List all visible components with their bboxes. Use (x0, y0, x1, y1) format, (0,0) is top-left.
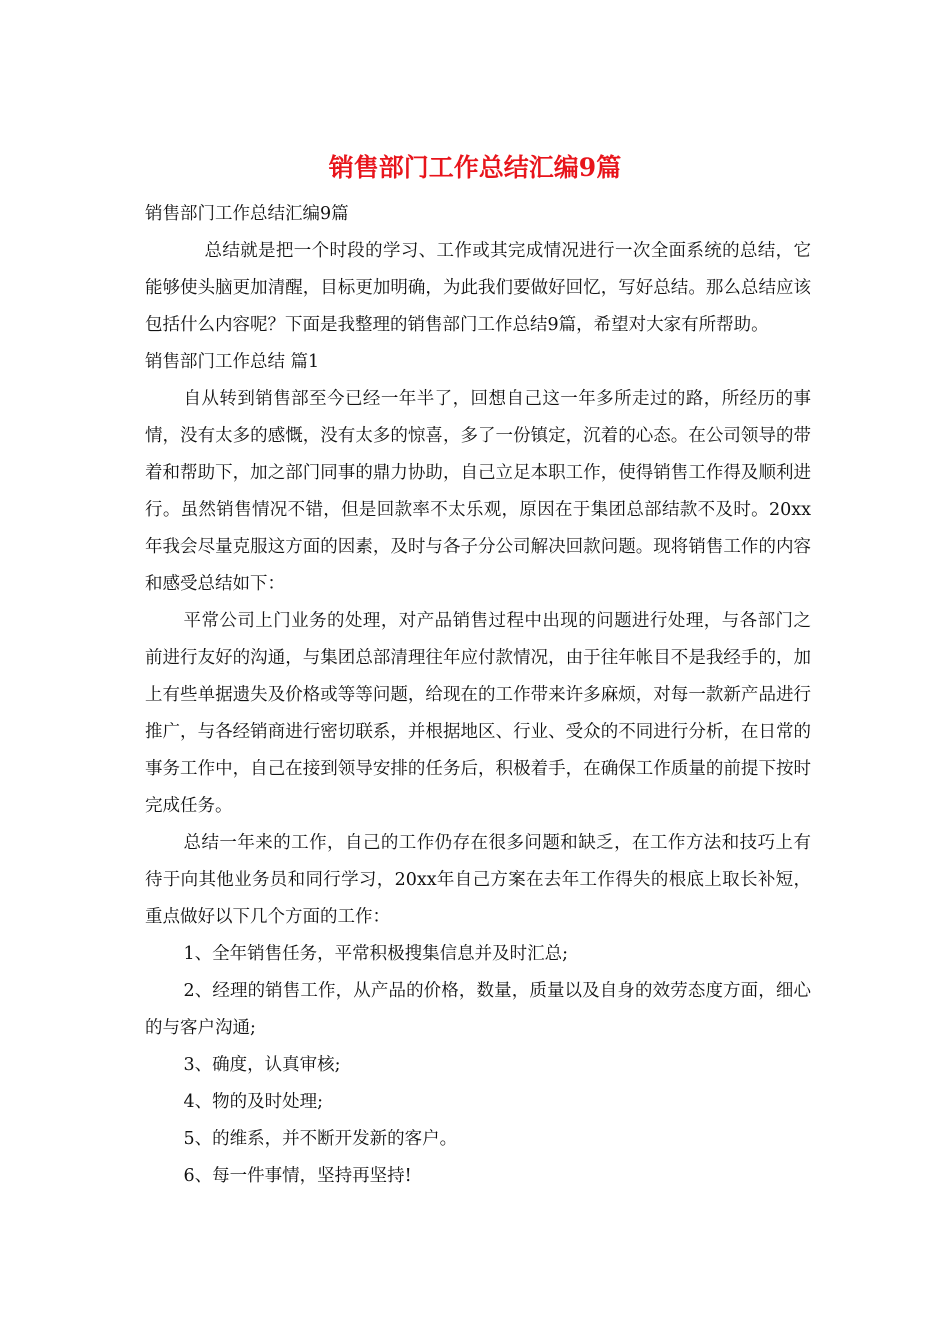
body-paragraph: 平常公司上门业务的处理，对产品销售过程中出现的问题进行处理，与各部门之前进行友好的沟通，与集团总部清理往年应付款情况，由于往年帐目不是我经手的，加上有些单据遗失及价格或等等问题，给现在的工作带来许多麻烦，对每一款新产品进行推广，与各经销商进行密切联系，并根据地区、行业、受众的不同进行分析，在日常的事务工作中，自己在接到领导安排的任务后，积极着手，在确保工作质量的前提下按时完成任务。 (145, 611, 811, 816)
list-item: 2、经理的销售工作，从产品的价格，数量，质量以及自身的效劳态度方面，细心的与客户沟通; (145, 981, 811, 1038)
section-heading: 销售部门工作总结 篇1 (145, 352, 320, 372)
body-paragraph: 总结一年来的工作，自己的工作仍存在很多问题和缺乏，在工作方法和技巧上有待于向其他业务员和同行学习，20xx年自己方案在去年工作得失的根底上取长补短，重点做好以下几个方面的工作： (145, 833, 811, 927)
document-subtitle: 销售部门工作总结汇编9篇 (145, 204, 349, 224)
list-item: 6、每一件事情，坚持再坚持! (183, 1166, 412, 1186)
list-item: 3、确度，认真审核; (183, 1055, 341, 1075)
document-body (145, 196, 811, 1195)
body-paragraph: 自从转到销售部至今已经一年半了，回想自己这一年多所走过的路，所经历的事情，没有太多的感慨，没有太多的惊喜，多了一份镇定，沉着的心态。在公司领导的带着和帮助下，加之部门同事的鼎力协助，自己立足本职工作，使得销售工作得及顺利进行。虽然销售情况不错，但是回款率不太乐观，原因在于集团总部结款不及时。20xx年我会尽量克服这方面的因素，及时与各子分公司解决回款问题。现将销售工作的内容和感受总结如下： (145, 389, 811, 594)
list-item: 4、物的及时处理; (183, 1092, 324, 1112)
intro-paragraph: 总结就是把一个时段的学习、工作或其完成情况进行一次全面系统的总结，它能够使头脑更加清醒，目标更加明确，为此我们要做好回忆，写好总结。那么总结应该包括什么内容呢？下面是我整理的销售部门工作总结9篇，希望对大家有所帮助。 (145, 241, 811, 335)
document-title: 销售部门工作总结汇编9篇 (328, 153, 622, 182)
list-item: 5、的维系，并不断开发新的客户。 (183, 1129, 458, 1149)
list-item: 1、全年销售任务，平常积极搜集信息并及时汇总; (183, 944, 569, 964)
